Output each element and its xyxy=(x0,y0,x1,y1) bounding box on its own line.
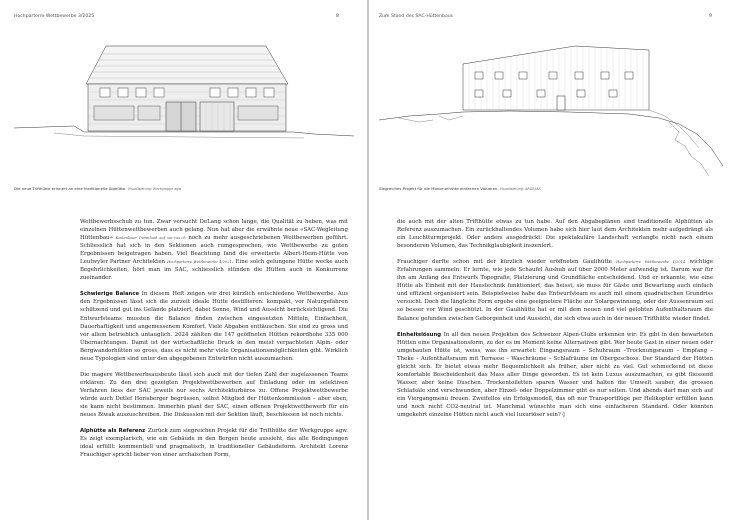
monbrunhuette-elevation-drawing xyxy=(379,36,727,186)
paragraph xyxy=(397,218,713,250)
trifthuette-elevation-drawing xyxy=(14,36,354,176)
paragraph xyxy=(80,218,348,282)
caption-credit-left: Visualisierung: Werkgruppe agw xyxy=(127,187,182,191)
text-run: In all den neuen Projekten des Schweizer Alpen-Clubs erkennen wir: Es gibt in den bewarteten Hütten eine Organisationsform, zu der es im Moment keine Alternativen gibt. Wer heute Gast in einer neuen oder umgebauten Hütte ist, weiss, was ihn erwartet: Eingangsraum – Schuhraum –Trocknungsraum – Empfang – Theke – Aufenthaltsraum mit Terrasse – Waschräume – Schlafräume im Obergeschoss. Der Standard der Hütten gleicht sich. Er bietet etwas mehr Bequemlichkeit als früher, aber nicht zu viel. Gut schmeckend ist diese komfortable Bescheidenheit das Mass aller Dinge geworden. Es ist kein Luxus auszumachen, es gibt fliessend Wasser, aber keine Duschen. Trockentoiletten sparen Wasser und halten die Umwelt sauber, die grossen Schlafsäle sind verschwunden, aber Einzel- oder Doppelzimmer gibt es nur selten. Und abends darf man sich auf ein Viergangmenu freuen. Zweifellos ein Erfolgsmodell, das oft nur Transportflüge per Helikopter erfüllen kann und noch nicht CO2-neutral ist. Manchmal wünschte man sich eine einfacheren Standard. Oder könnten umgekehrt einzelne Hütten nicht auch viel luxuriöser sein? ◊ xyxy=(397,331,713,419)
page-number-right: 9 xyxy=(709,14,712,19)
figure-caption-left xyxy=(14,186,181,191)
paragraph xyxy=(397,258,713,322)
page-number-left: 8 xyxy=(336,14,339,19)
subheading: Einheitslösung xyxy=(397,331,442,338)
text-run: wichtige Erfahrungen sammeln: Er lernte, wie jede Schaufel Aushub auf über 2000 Meter aufwendig ist. Darum war für ihn am Anfang des Entwurfs Topografie, Platzierung und Grundfläche entscheidend. Und er erkannte, wie eine Hütte als Einheit mit der Haustechnik funktioniert, das heisst, sie muss für Gäste und Bewartung auch einfach und effizient organisiert sein. Beispielweise habe das Entwurfsteam es auch mit einem quadratischen Grundriss versucht. Doch die längliche Form ergebe eine geeignetere Fläche zur Solargewinnung, oder der Aussenraum sei so besser vor Wind geschützt. In der Gaulihütte hat er mit dem neuen und viel gelobten Aufenthaltsraum die Balance gefunden zwischen Geborgenheit und Aussicht, die sich etwa auch in der neuen Trifthütte wieder findet. xyxy=(397,259,713,322)
caption-credit-right: Visualisierung: ARGE/IAS xyxy=(499,187,541,191)
inline-reference: Hochparterre Wettbewerbe 4/2021 xyxy=(167,260,232,265)
paragraph xyxy=(80,371,348,419)
text-run: Wettbewerbsschub zu tun. Zwar versucht DeLang schon lange, die Qualität zu heben, was mit einzelnen Hüttenwettbewerben auch gelang. Nun hat aber die erwähnte neue «SAC-Wegleitung Hüttenbau» xyxy=(80,219,348,242)
paragraph xyxy=(80,427,348,459)
subheading: Alphütte als Referenz xyxy=(80,428,146,435)
text-run: die auch mit der alten Trifthütte etwas zu tun habe. Auf den Abgabeplänen sind traditionelle Alphütten als Referenz auszumachen. Ein zurückhaltendes Volumen habe sich hier laut dem Architekten mehr aufgedrängt als ein Leuchtturmprojekt. Oder anders ausgedrückt: Die spektakuläre Landschaft verlangte nicht nach einem besonderen Volumen, das Technikglaubigkeit inszeniert. xyxy=(397,219,713,250)
text-run: . Eine solch gelungene Hütte wecke auch Begehrlichkeiten, hört man im SAC, schliesslich stünden die Hütten auch in Konkurrenz zueinander. xyxy=(80,259,348,282)
text-run: noch zu mehr ausgeschriebenen Wettbewerben geführt. Schliesslich hat sich in den Sektionen auch rumgesprochen, wie Wettbewerbe zu guten Ergebnissen beigetragen haben. Viel Beachtung fand die erweiterte Albert-Heim-Hütte von Leutwyler Partner Architekten xyxy=(80,235,349,266)
figure-caption-right xyxy=(379,186,541,191)
text-run: In diesem Heft zeigen wir drei kürzlich entschiedene Wettbewerbe. Aus den Ergebnissen lässt sich die zurzeit ideale Hütte destillieren: kompakt, vor Naturgefahren schützend und gut ins Gelände platziert, dabei Sonne, Wind und Aussicht berücksichtigend. Die Entwurfsteams mussten die Balance finden zwischen eingesetzten Mitteln, Einfachheit, Dauerhaftigkeit und angemessenem Komfort. Viele Abgaben enttäuschen. Sie sind zu gross und vor allem betrieblich untauglich. 2024 zählten die 147 geöffneten Hütten rekordhohe 335 000 Übernachtungen. Damit ist der wirtschaftliche Druck in den meist verpachteten Alpin- oder Bergwandorhütten so gross, dass es nicht mehr viele Organisationsmöglichkeiten gibt. Wirklich neue Typologien sind unter den abgegebenen Entwürfen nicht auszumachen. xyxy=(80,291,348,362)
caption-text-left: Die neue Trifthütte erinnert an eine traditionelle Alphütte. xyxy=(14,186,127,191)
running-head-left: Hochparterre Wettbewerbe 3/2025 xyxy=(14,14,95,19)
running-head-right: Zum Stand des SAC-Hüttenbaus xyxy=(379,14,454,19)
inline-reference: Kostenloser Download auf sac-cas.ch xyxy=(115,236,186,241)
text-run: Die magere Wettbewerbsausbeute lässt sich auch mit der tiefen Zahl der zugelassenen Teams erklären. Zu den drei gezeigten Projektwettbewerben auf Einladung oder im selektiven Verfahren liess der SAC jeweils nur sechs Architekturbüros zu. Offene Projektwettbewerbe würde auch Detlef Horisberger begrüssen, selbst Mitglied der Hüttenkommission – aber eben, sie kann nicht bestimmen. Immerhin plant der SAC, einen offenen Projektwettbewerb für ein neues Biwak auszuschreiben. Die Diskussion mit der Sektion läuft, beschlossen ist noch nichts. xyxy=(80,371,348,419)
text-run: Zurück zum siegreichen Projekt für die Trifthütte der Werkgruppe agw. Es zeigt exemplarisch, wie ein Gebäude in den Bergen heute aussieht, das alle Bedingungen ideal erfüllt: kommentiell und pragmatisch, in traditioneller Gebäudeform. Architekt Lorenz Frauchiger spricht lieber von einer archaischen Form, xyxy=(80,428,348,459)
caption-text-right: Siegreiches Projekt für die Monbrunhütte einfachen Volumen. xyxy=(379,186,499,191)
subheading: Schwierige Balance xyxy=(80,291,140,298)
text-run: Frauchiger durfte schon mit der kürzlich wieder eröffneten Gaulihütte xyxy=(397,259,617,266)
paragraph xyxy=(397,331,713,420)
right-page xyxy=(369,0,736,520)
inline-reference: Hochparterre Wettbewerbe 4/2014 xyxy=(616,260,686,265)
body-text-right xyxy=(397,218,713,427)
body-text-left xyxy=(80,218,348,467)
paragraph xyxy=(80,290,348,362)
left-page xyxy=(0,0,367,520)
